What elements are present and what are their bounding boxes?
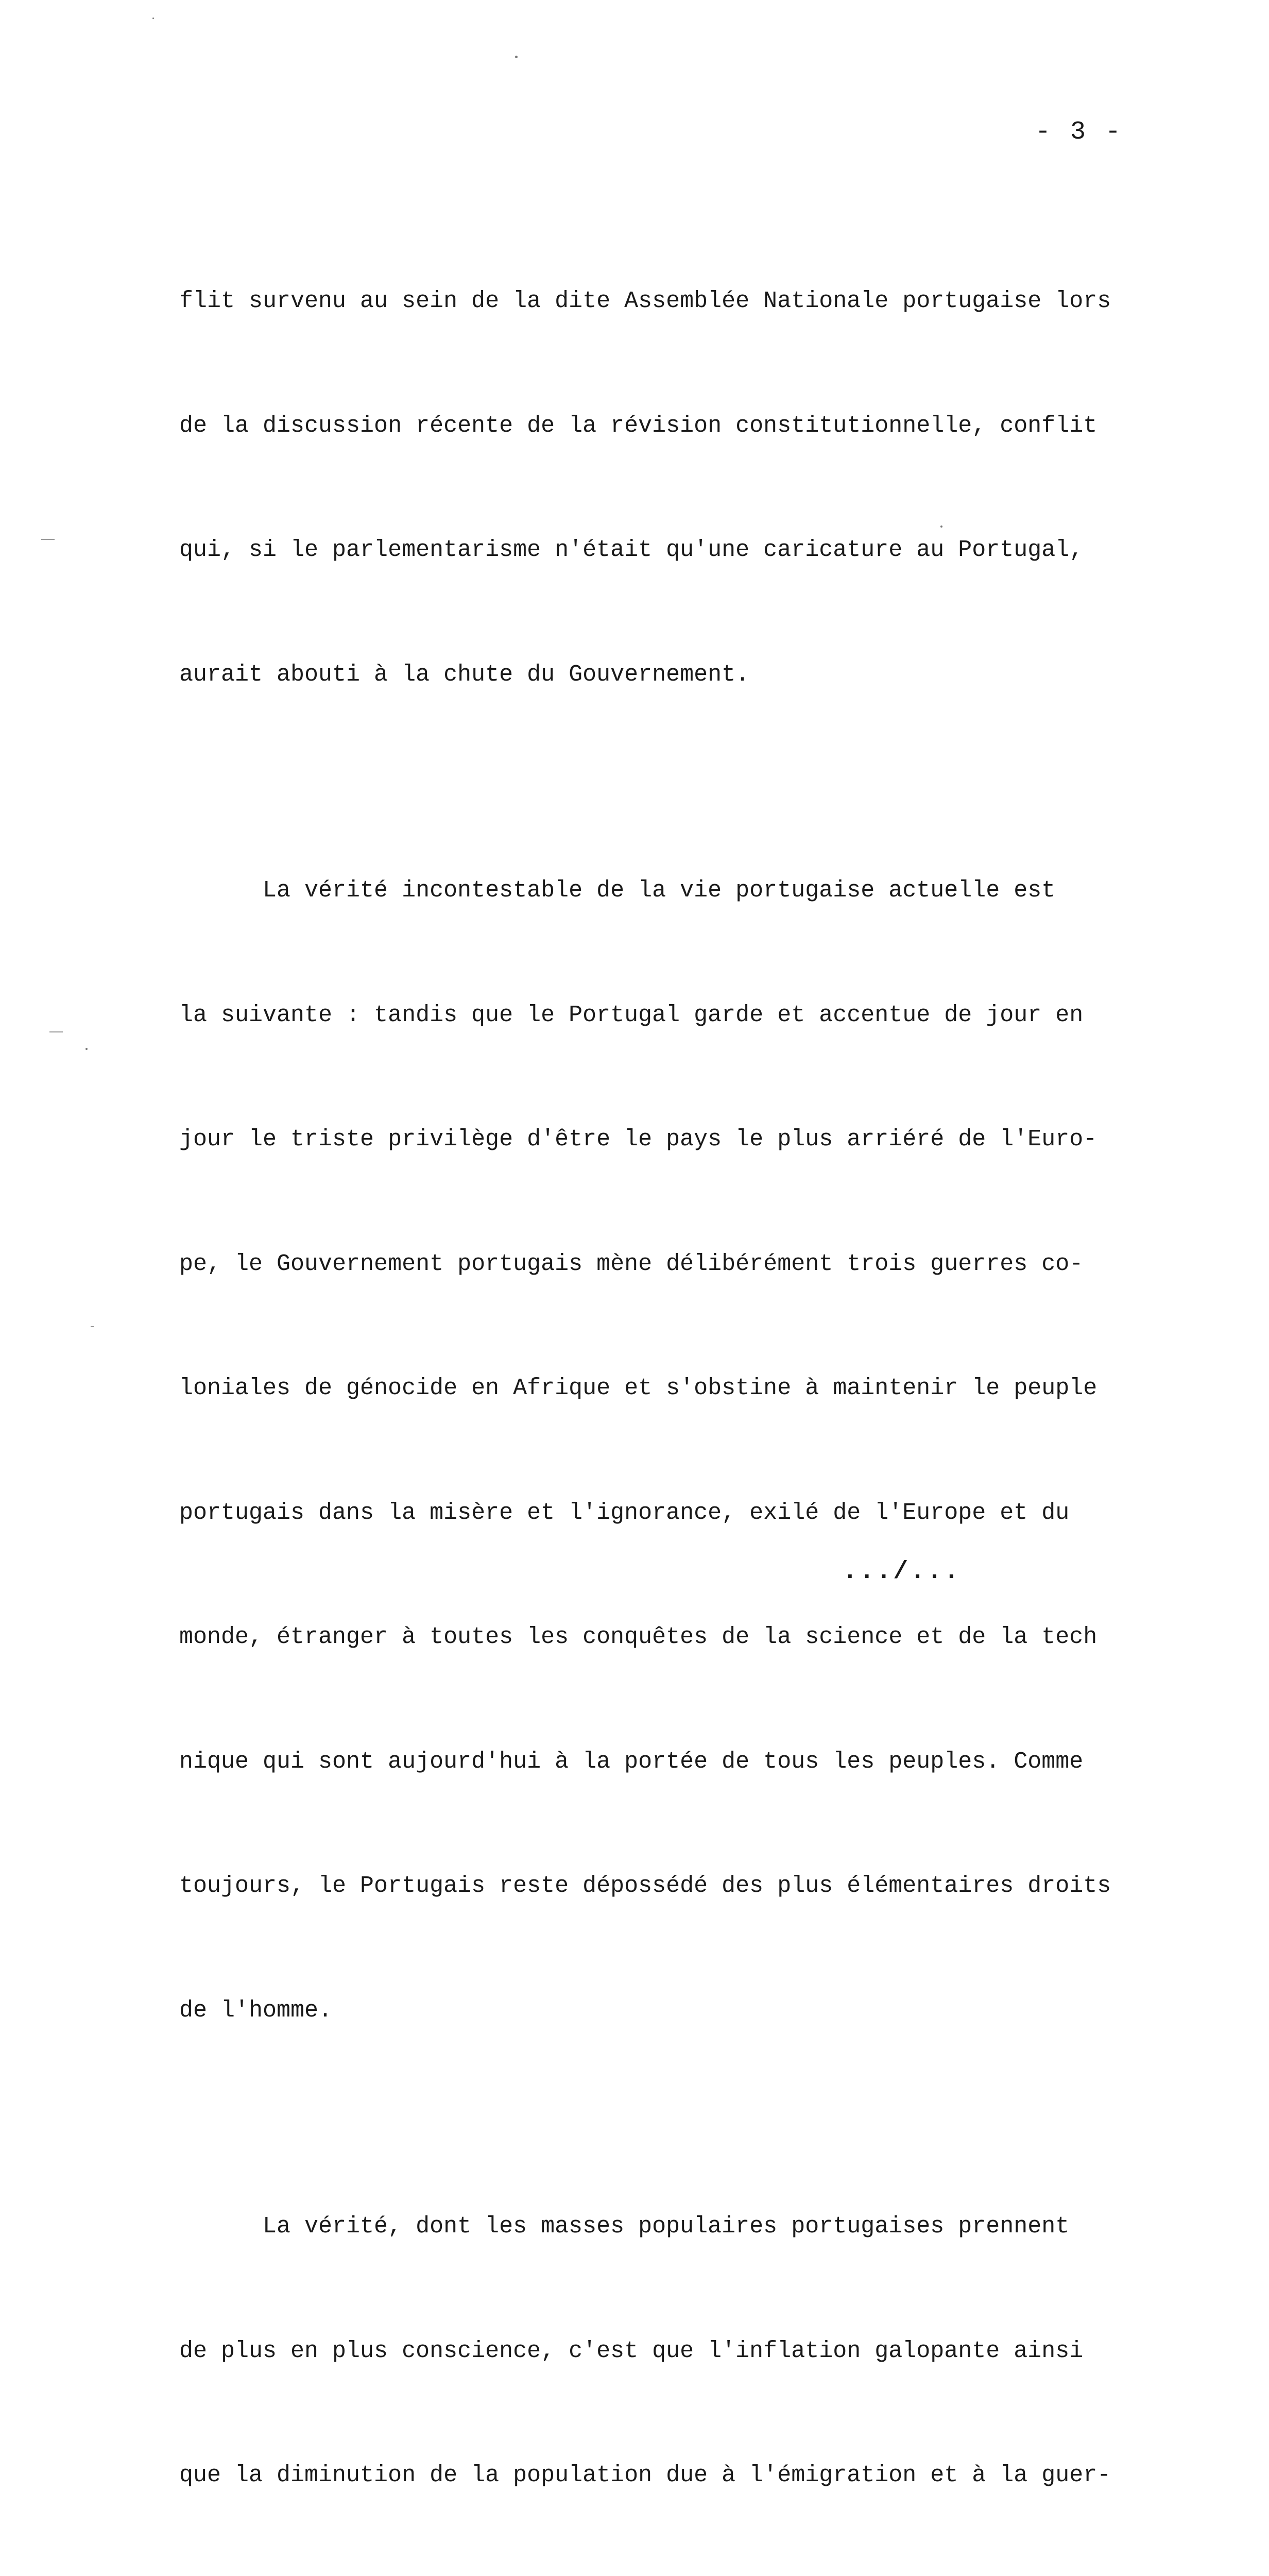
text-line: que la diminution de la population due à l'émigration et à la guer- [179, 2462, 1111, 2488]
scan-speck [515, 56, 518, 58]
text-line: jour le triste privilège d'être le pays le plus arriéré de l'Euro- [179, 1126, 1097, 1153]
margin-mark [49, 1031, 63, 1032]
document-body [179, 198, 1199, 2576]
text-line: toujours, le Portugais reste dépossédé des plus élémentaires droits [179, 1873, 1111, 1899]
text-line: qui, si le parlementarisme n'était qu'une caricature au Portugal, [179, 537, 1084, 563]
text-line: portugais dans la misère et l'ignorance, exilé de l'Europe et du [179, 1499, 1070, 1526]
text-line: La vérité, dont les masses populaires portugaises prennent [179, 2213, 1070, 2240]
text-line: monde, étranger à toutes les conquêtes de la science et de la tech [179, 1624, 1097, 1650]
paragraph [179, 787, 1199, 2114]
text-line: la suivante : tandis que le Portugal garde et accentue de jour en [179, 1002, 1084, 1028]
text-line: de l'homme. [179, 1997, 333, 2024]
margin-mark [41, 539, 55, 540]
margin-mark [91, 1326, 94, 1327]
paragraph [179, 198, 1199, 778]
scan-speck [85, 1048, 88, 1050]
continuation-mark: .../... [843, 1558, 961, 1586]
text-line: La vérité incontestable de la vie portugaise actuelle est [179, 877, 1056, 904]
text-line: flit survenu au sein de la dite Assemblée Nationale portugaise lors [179, 288, 1111, 314]
text-line: nique qui sont aujourd'hui à la portée de tous les peuples. Comme [179, 1748, 1084, 1775]
text-line: pe, le Gouvernement portugais mène délibérément trois guerres co- [179, 1250, 1084, 1277]
scan-speck [152, 18, 154, 19]
text-line: loniales de génocide en Afrique et s'obstine à maintenir le peuple [179, 1375, 1097, 1401]
text-line: de la discussion récente de la révision constitutionnelle, conflit [179, 412, 1097, 439]
text-line: de plus en plus conscience, c'est que l'inflation galopante ainsi [179, 2337, 1084, 2364]
paragraph [179, 2123, 1199, 2576]
text-line: aurait abouti à la chute du Gouvernement. [179, 661, 750, 688]
page-number: - 3 - [1035, 117, 1123, 147]
